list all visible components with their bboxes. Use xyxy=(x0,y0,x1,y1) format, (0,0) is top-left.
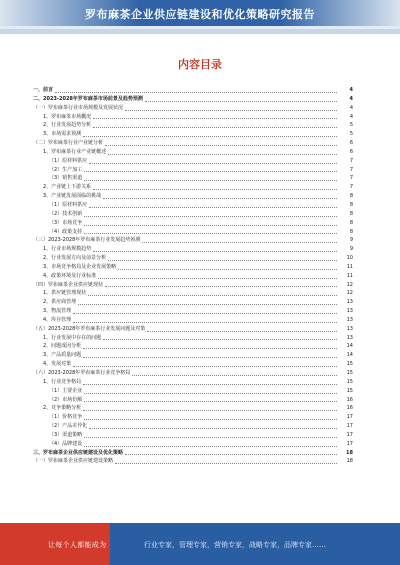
toc-entry[interactable] xyxy=(33,210,353,219)
toc-leader-dots xyxy=(84,437,337,438)
toc-page-number: 13 xyxy=(346,325,353,332)
toc-entry-title: 2、竞争策略分析 xyxy=(43,405,82,412)
toc-leader-dots xyxy=(108,260,337,261)
toc-title: 内容目录 xyxy=(178,58,222,71)
toc-leader-dots xyxy=(83,348,337,349)
footer-banner xyxy=(0,523,400,565)
toc-entry-title: 1、罗布麻茶市场概况 xyxy=(43,113,92,120)
toc-entry[interactable] xyxy=(33,334,353,343)
toc-leader-dots xyxy=(93,251,337,252)
toc-entry-title: （4）品牌建设 xyxy=(49,440,83,447)
toc-list xyxy=(33,86,353,466)
toc-page-number: 17 xyxy=(346,423,353,430)
toc-entry[interactable] xyxy=(33,130,353,139)
toc-page-number: 17 xyxy=(346,431,353,438)
toc-entry-title: （五）2023-2028年罗布麻茶行业发展问题及对策 xyxy=(33,325,146,332)
toc-entry[interactable] xyxy=(33,272,353,281)
toc-entry[interactable] xyxy=(33,245,353,254)
toc-entry-title: （3）渠道策略 xyxy=(49,431,83,438)
toc-entry[interactable] xyxy=(33,192,353,201)
toc-leader-dots xyxy=(84,401,337,402)
toc-page-number: 8 xyxy=(349,193,353,200)
toc-entry-title: 2、行业发展趋势分析 xyxy=(43,122,92,129)
toc-leader-dots xyxy=(105,286,337,287)
toc-leader-dots xyxy=(93,189,337,190)
toc-page-number: 13 xyxy=(346,316,353,323)
toc-leader-dots xyxy=(89,163,337,164)
toc-entry-title: 3、市场需求预测 xyxy=(43,131,82,138)
toc-entry-title: （1）原材料供应 xyxy=(49,201,88,208)
toc-page-number: 8 xyxy=(349,201,353,208)
toc-leader-dots xyxy=(84,216,337,217)
toc-leader-dots xyxy=(83,136,337,137)
toc-page-number: 18 xyxy=(346,449,353,456)
toc-page-number: 8 xyxy=(349,228,353,235)
toc-entry-title: （2）产品差异化 xyxy=(49,423,88,430)
toc-leader-dots xyxy=(147,331,337,332)
toc-leader-dots xyxy=(89,428,337,429)
toc-leader-dots xyxy=(84,393,337,394)
toc-entry[interactable] xyxy=(33,342,353,351)
footer-slogan: 让每个人都能成为 xyxy=(48,541,107,549)
toc-entry[interactable] xyxy=(33,396,353,405)
toc-entry[interactable] xyxy=(33,219,353,228)
toc-leader-dots xyxy=(103,339,337,340)
report-title: 罗布麻茶企业供应链建设和优化策略研究报告 xyxy=(85,8,315,21)
toc-leader-dots xyxy=(78,304,337,305)
toc-entry-title: （四）罗布麻茶企业供应链现状 xyxy=(33,281,104,288)
toc-entry[interactable] xyxy=(33,351,353,360)
toc-entry[interactable] xyxy=(33,298,353,307)
toc-entry-title: （3）市场竞争 xyxy=(49,219,83,226)
toc-entry[interactable] xyxy=(33,457,353,466)
toc-leader-dots xyxy=(84,225,337,226)
toc-entry[interactable] xyxy=(33,378,353,387)
toc-leader-dots xyxy=(93,127,337,128)
toc-page-number: 15 xyxy=(346,387,353,394)
toc-entry-title: 3、市场竞争格局及企业发展策略 xyxy=(43,263,117,270)
toc-leader-dots xyxy=(142,242,337,243)
toc-entry[interactable] xyxy=(33,404,353,413)
toc-entry[interactable] xyxy=(33,139,353,148)
toc-page-number: 13 xyxy=(346,334,353,341)
toc-entry-title: （一）罗布麻茶行业市场规模及发展状况 xyxy=(33,104,124,111)
toc-entry[interactable] xyxy=(33,95,353,104)
toc-leader-dots xyxy=(125,110,337,111)
toc-leader-dots xyxy=(98,278,337,279)
toc-leader-dots xyxy=(125,454,337,455)
toc-leader-dots xyxy=(84,180,337,181)
toc-entry[interactable] xyxy=(33,369,353,378)
toc-entry[interactable] xyxy=(33,422,353,431)
toc-leader-dots xyxy=(73,366,337,367)
toc-page-number: 5 xyxy=(349,122,353,129)
toc-page-number: 11 xyxy=(346,263,353,270)
toc-entry-title: 二、2023-2028年罗布麻茶市场前景及趋势预测 xyxy=(33,95,143,102)
toc-leader-dots xyxy=(145,101,337,102)
report-header xyxy=(0,0,400,34)
toc-entry-title: 三、罗布麻茶企业供应链建设及优化策略 xyxy=(33,449,124,456)
toc-leader-dots xyxy=(73,322,337,323)
toc-leader-dots xyxy=(84,419,337,420)
toc-page-number: 8 xyxy=(349,219,353,226)
toc-entry[interactable] xyxy=(33,157,353,166)
toc-leader-dots xyxy=(105,145,337,146)
toc-leader-dots xyxy=(83,410,337,411)
toc-page-number: 7 xyxy=(349,157,353,164)
toc-entry-title: 1、供应链管理现状 xyxy=(43,290,87,297)
toc-page-number: 4 xyxy=(349,95,353,102)
toc-page-number: 6 xyxy=(349,148,353,155)
toc-entry[interactable] xyxy=(33,263,353,272)
toc-entry-title: 一、前言 xyxy=(33,87,54,93)
toc-entry[interactable] xyxy=(33,166,353,175)
toc-entry[interactable] xyxy=(33,325,353,334)
toc-entry-title: （4）政策支持 xyxy=(49,228,83,235)
toc-page-number: 13 xyxy=(346,299,353,306)
toc-page-number: 7 xyxy=(349,166,353,173)
toc-entry[interactable] xyxy=(33,104,353,113)
toc-entry[interactable] xyxy=(33,113,353,122)
toc-page-number: 4 xyxy=(349,87,353,93)
toc-entry-title: （一）罗布麻茶企业供应链建设策略 xyxy=(33,458,114,465)
toc-entry[interactable] xyxy=(33,174,353,183)
toc-entry-title: （2）技术创新 xyxy=(49,210,83,217)
toc-entry-title: （三）2023-2028年罗布麻茶行业发展趋势预测 xyxy=(33,237,141,244)
toc-page-number: 9 xyxy=(349,246,353,253)
toc-page-number: 12 xyxy=(346,281,353,288)
toc-leader-dots xyxy=(84,171,337,172)
toc-page-number: 6 xyxy=(349,140,353,147)
toc-entry-title: （六）2023-2028年罗布麻茶行业竞争格局 xyxy=(33,370,131,376)
toc-page-number: 14 xyxy=(346,352,353,359)
toc-entry-title: （1）价格竞争 xyxy=(49,414,83,421)
toc-page-number: 9 xyxy=(349,237,353,244)
toc-entry[interactable] xyxy=(33,183,353,192)
toc-entry-title: （2）生产加工 xyxy=(49,166,83,173)
toc-entry-title: 2、问题成因分析 xyxy=(43,343,82,350)
toc-entry-title: 1、行业竞争格局 xyxy=(43,378,82,385)
toc-leader-dots xyxy=(84,233,337,234)
toc-leader-dots xyxy=(88,295,337,296)
toc-page-number: 4 xyxy=(349,104,353,111)
header-accent-line xyxy=(0,26,400,29)
toc-entry-title: （3）销售渠道 xyxy=(49,175,83,182)
toc-entry-title: （1）主要企业 xyxy=(49,387,83,394)
toc-entry[interactable] xyxy=(33,387,353,396)
toc-entry[interactable] xyxy=(33,121,353,130)
toc-page-number: 16 xyxy=(346,405,353,412)
toc-leader-dots xyxy=(73,313,337,314)
toc-entry-title: （二）罗布麻茶行业产业链分析 xyxy=(33,140,104,147)
toc-entry-title: 4、库存管理 xyxy=(43,316,72,323)
toc-page-number: 7 xyxy=(349,175,353,182)
toc-entry[interactable] xyxy=(33,254,353,263)
toc-entry-title: 4、发展对策 xyxy=(43,361,72,368)
footer-tagline: 行业专家，管理专家，营销专家，战略专家，品牌专家…… xyxy=(144,541,326,549)
toc-leader-dots xyxy=(83,384,337,385)
toc-entry-title: （1）原材料供应 xyxy=(49,157,88,164)
toc-entry[interactable] xyxy=(33,86,353,95)
toc-page-number: 17 xyxy=(346,440,353,447)
toc-page-number: 10 xyxy=(346,255,353,262)
toc-entry[interactable] xyxy=(33,307,353,316)
toc-entry[interactable] xyxy=(33,449,353,458)
toc-entry[interactable] xyxy=(33,281,353,290)
toc-page-number: 13 xyxy=(346,308,353,315)
toc-entry[interactable] xyxy=(33,316,353,325)
toc-entry-title: 1、罗布麻茶行业产业链概述 xyxy=(43,148,107,155)
toc-entry-title: 4、政策环境及行业标准 xyxy=(43,272,97,279)
toc-page-number: 18 xyxy=(346,458,353,465)
toc-page-number: 17 xyxy=(346,414,353,421)
toc-leader-dots xyxy=(55,92,337,93)
toc-page-number: 4 xyxy=(349,113,353,120)
toc-entry-title: 1、行业市场规模趋势 xyxy=(43,246,92,253)
toc-entry-title: 2、行业发展方向及前景分析 xyxy=(43,255,107,262)
toc-entry[interactable] xyxy=(33,440,353,449)
toc-page-number: 7 xyxy=(349,184,353,191)
toc-leader-dots xyxy=(132,375,337,376)
toc-entry[interactable] xyxy=(33,201,353,210)
toc-page-number: 14 xyxy=(346,343,353,350)
toc-entry-title: 3、物流管理 xyxy=(43,308,72,315)
toc-entry[interactable] xyxy=(33,148,353,157)
toc-entry-title: 1、行业发展中存在的问题 xyxy=(43,334,102,341)
toc-entry[interactable] xyxy=(33,289,353,298)
toc-leader-dots xyxy=(118,269,337,270)
toc-entry-title: （2）市场份额 xyxy=(49,396,83,403)
toc-page-number: 15 xyxy=(346,370,353,376)
toc-page-number: 15 xyxy=(346,361,353,368)
toc-entry-title: 3、产品质量问题 xyxy=(43,352,82,359)
toc-leader-dots xyxy=(84,446,337,447)
toc-entry[interactable] xyxy=(33,431,353,440)
toc-leader-dots xyxy=(115,463,337,464)
toc-leader-dots xyxy=(108,154,337,155)
toc-entry[interactable] xyxy=(33,236,353,245)
toc-leader-dots xyxy=(103,198,337,199)
toc-page-number: 16 xyxy=(346,396,353,403)
toc-page-number: 5 xyxy=(349,131,353,138)
toc-page-number: 8 xyxy=(349,210,353,217)
toc-leader-dots xyxy=(83,357,337,358)
toc-entry[interactable] xyxy=(33,360,353,369)
toc-entry-title: 2、产业链上下游关系 xyxy=(43,184,92,191)
toc-page-number: 12 xyxy=(346,290,353,297)
toc-page-number: 11 xyxy=(346,272,353,279)
toc-page-number: 15 xyxy=(346,378,353,385)
toc-leader-dots xyxy=(89,207,337,208)
toc-entry-title: 3、产业链发展面临的挑战 xyxy=(43,193,102,200)
toc-entry[interactable] xyxy=(33,413,353,422)
toc-leader-dots xyxy=(93,118,337,119)
toc-entry[interactable] xyxy=(33,228,353,237)
toc-entry-title: 2、供应商管理 xyxy=(43,299,77,306)
